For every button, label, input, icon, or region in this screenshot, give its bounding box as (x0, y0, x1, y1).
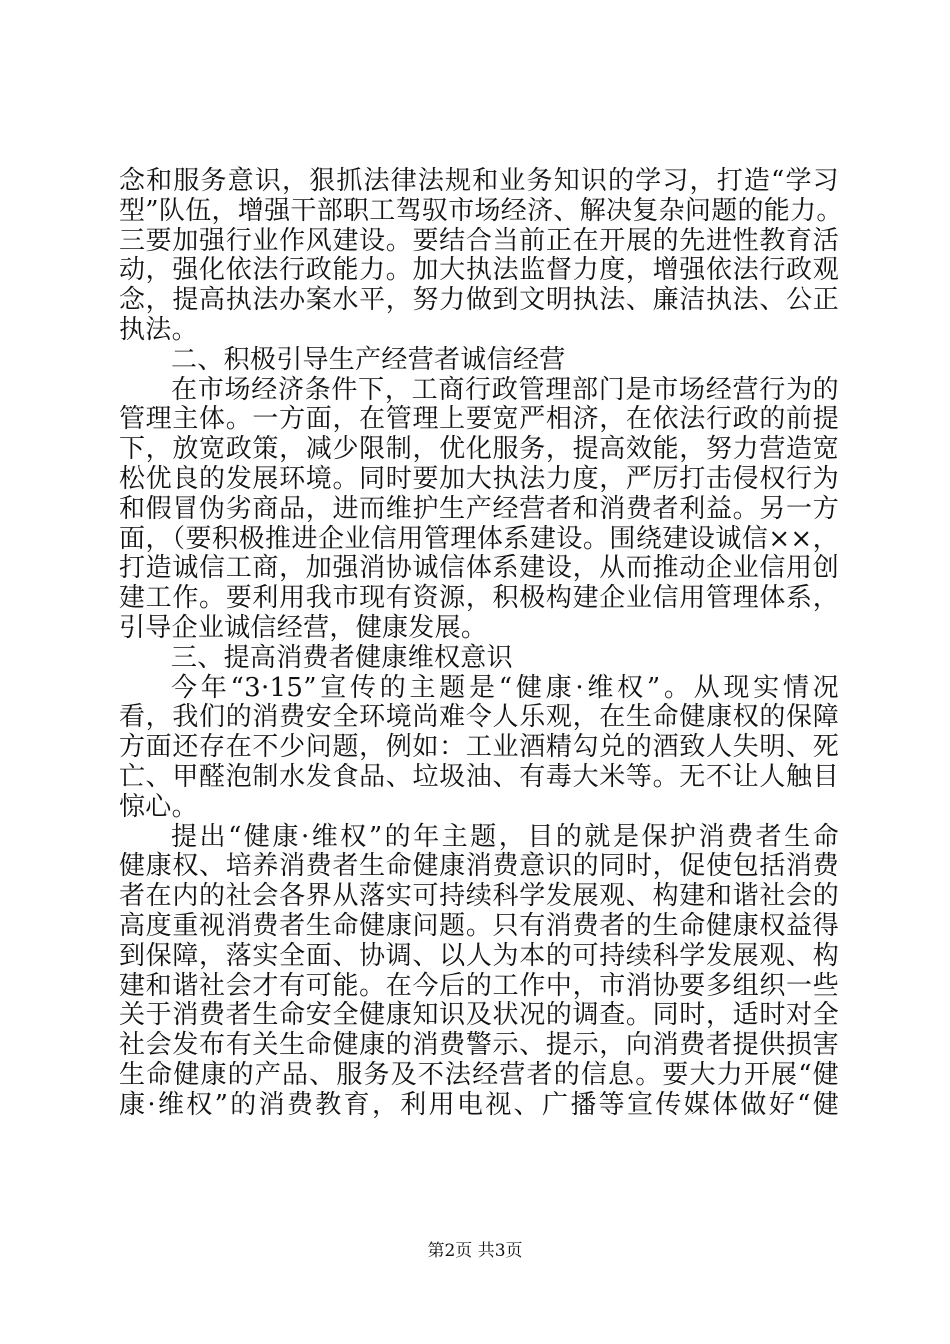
text-line: 亡、甲醛泡制水发食品、垃圾油、有毒大米等。无不让人触目 (119, 761, 839, 792)
document-body (119, 166, 843, 1121)
text-line: 惊心。 (119, 791, 198, 822)
text-line: 高度重视消费者生命健康问题。只有消费者的生命健康权益得 (119, 910, 839, 941)
text-line: 关于消费者生命安全健康知识及状况的调查。同时，适时对全 (119, 1000, 839, 1031)
page-footer: 第2页 共3页 (427, 1241, 523, 1261)
section-heading: 二、积极引导生产经营者诚信经营 (171, 344, 566, 375)
text-line: 和假冒伪劣商品，进而维护生产经营者和消费者利益。另一方 (119, 493, 839, 524)
text-line: 执法。 (119, 314, 198, 345)
text-line: 在市场经济条件下，工商行政管理部门是市场经营行为的 (171, 374, 839, 405)
text-line: 念，提高执法办案水平，努力做到文明执法、廉洁执法、公正 (119, 285, 839, 316)
text-line: 下，放宽政策，减少限制，优化服务，提高效能，努力营造宽 (119, 434, 839, 465)
text-line: 到保障，落实全面、协调、以人为本的可持续科学发展观、构 (119, 940, 839, 971)
text-line: 今年“3·15”宣传的主题是“健康·维权”。从现实情况 (171, 672, 839, 703)
section-heading: 三、提高消费者健康维权意识 (171, 642, 513, 673)
text-line: 生命健康的产品、服务及不法经营者的信息。要大力开展“健 (119, 1059, 839, 1090)
text-line: 看，我们的消费安全环境尚难令人乐观，在生命健康权的保障 (119, 702, 839, 733)
text-line: 引导企业诚信经营，健康发展。 (119, 612, 488, 643)
text-line: 建和谐社会才有可能。在今后的工作中，市消协要多组织一些 (119, 970, 839, 1001)
text-line: 型”队伍，增强干部职工驾驭市场经济、解决复杂问题的能力。 (119, 195, 843, 226)
text-line: 动，强化依法行政能力。加大执法监督力度，增强依法行政观 (119, 255, 839, 286)
text-line: 方面还存在不少问题，例如：工业酒精勾兑的酒致人失明、死 (119, 732, 839, 763)
text-line: 面，（要积极推进企业信用管理体系建设。围绕建设诚信××， (119, 523, 839, 554)
text-line: 者在内的社会各界从落实可持续科学发展观、构建和谐社会的 (119, 881, 839, 912)
text-line: 松优良的发展环境。同时要加大执法力度，严厉打击侵权行为 (119, 463, 839, 494)
text-line: 管理主体。一方面，在管理上要宽严相济，在依法行政的前提 (119, 404, 839, 435)
text-line: 建工作。要利用我市现有资源，积极构建企业信用管理体系， (119, 583, 839, 614)
text-line: 康·维权”的消费教育，利用电视、广播等宣传媒体做好“健 (119, 1089, 839, 1120)
text-line: 打造诚信工商，加强消协诚信体系建设，从而推动企业信用创 (119, 553, 839, 584)
text-line: 社会发布有关生命健康的消费警示、提示，向消费者提供损害 (119, 1030, 839, 1061)
text-line: 健康权、培养消费者生命健康消费意识的同时，促使包括消费 (119, 851, 839, 882)
text-line: 提出“健康·维权”的年主题，目的就是保护消费者生命 (171, 821, 839, 852)
text-line: 念和服务意识，狠抓法律法规和业务知识的学习，打造“学习 (119, 166, 839, 196)
text-line: 三要加强行业作风建设。要结合当前正在开展的先进性教育活 (119, 225, 839, 256)
